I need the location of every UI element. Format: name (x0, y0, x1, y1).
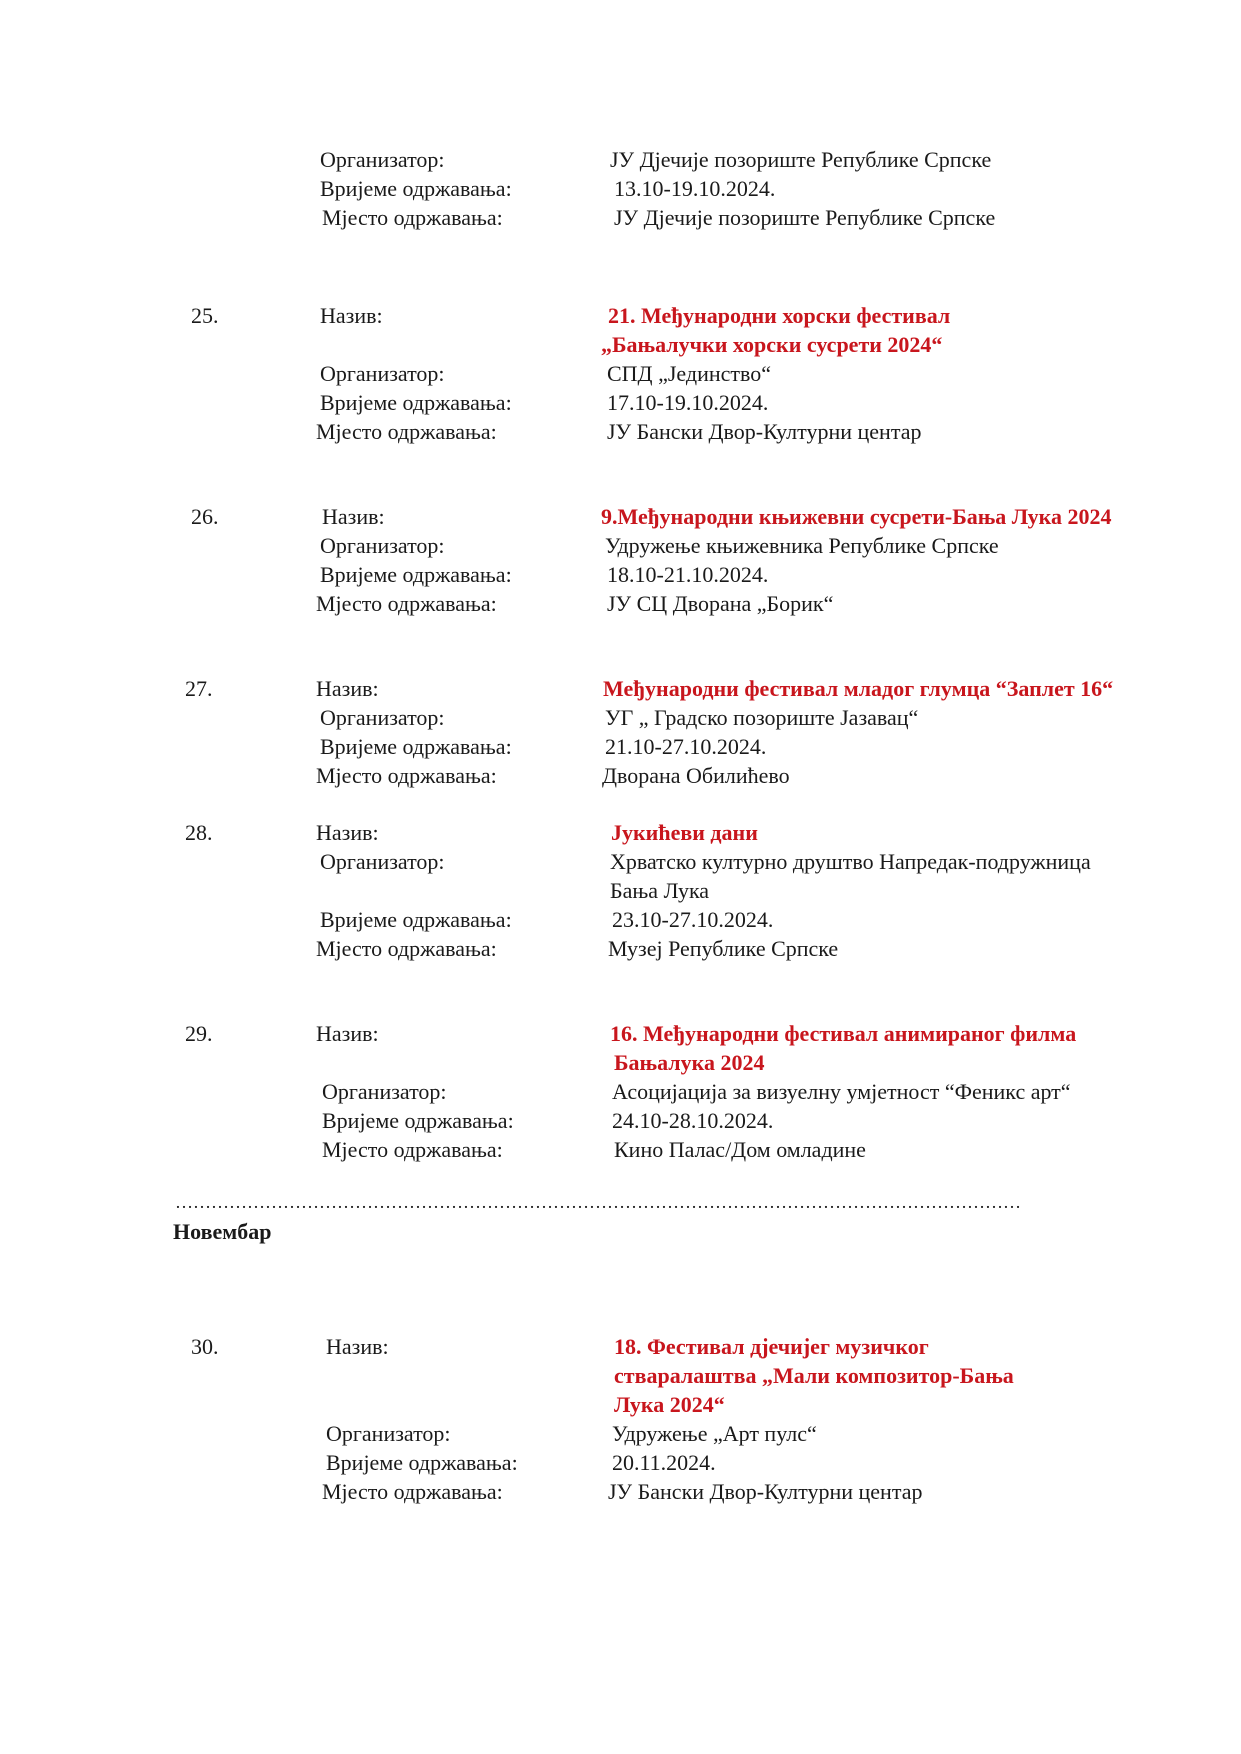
entry-25-organizer-label: Организатор: (320, 361, 445, 386)
entry-27-name-label: Назив: (316, 676, 379, 701)
entry-25-name-line-1: 21. Међународни хорски фестивал (608, 303, 951, 328)
entry-28-name-line-1: Јукићеви дани (611, 820, 758, 845)
top-time-value: 13.10-19.10.2024. (614, 176, 776, 201)
top-place-value: ЈУ Дјечије позориште Републике Српске (614, 205, 996, 230)
entry-26-time-label: Вријеме одржавања: (320, 562, 512, 587)
entry-27-name-line-1: Међународни фестивал младог глумца “Заплет 16“ (603, 676, 1114, 701)
entry-29-name-label: Назив: (316, 1021, 379, 1046)
entry-30-name-line-2: стваралаштва „Мали композитор-Бања (614, 1363, 1014, 1388)
entry-27-time-value: 21.10-27.10.2024. (605, 734, 767, 759)
entry-27-place-value: Дворана Обилићево (602, 763, 790, 788)
entry-29-name-line-2: Бањалука 2024 (614, 1050, 765, 1075)
entry-25-time-value: 17.10-19.10.2024. (607, 390, 769, 415)
entry-27-number: 27. (185, 676, 213, 701)
entry-26-name-line-1: 9.Међународни књижевни сусрети-Бања Лука 2024 (601, 504, 1112, 529)
entry-29-place-value: Кино Палас/Дом омладине (614, 1137, 866, 1162)
entry-26-time-value: 18.10-21.10.2024. (607, 562, 769, 587)
entry-28-place-label: Мјесто одржавања: (316, 936, 497, 961)
entry-28-organizer-line-2: Бања Лука (610, 878, 710, 903)
entry-29-time-label: Вријеме одржавања: (322, 1108, 514, 1133)
entry-25-number: 25. (191, 303, 219, 328)
entry-29-time-value: 24.10-28.10.2024. (612, 1108, 774, 1133)
top-organizer-value: ЈУ Дјечије позориште Републике Српске (610, 147, 992, 172)
entry-25-time-label: Вријеме одржавања: (320, 390, 512, 415)
top-organizer-label: Организатор: (320, 147, 445, 172)
entry-25-place-value: ЈУ Бански Двор-Културни центар (607, 419, 922, 444)
entry-27-place-label: Мјесто одржавања: (316, 763, 497, 788)
entry-26-place-label: Мјесто одржавања: (316, 591, 497, 616)
entry-30-time-label: Вријеме одржавања: (326, 1450, 518, 1475)
month-heading: Новембар (173, 1219, 272, 1244)
entry-29-place-label: Мјесто одржавања: (322, 1137, 503, 1162)
entry-25-organizer-value: СПД „Јединство“ (607, 361, 771, 386)
entry-30-time-value: 20.11.2024. (612, 1450, 716, 1475)
entry-30-organizer-label: Организатор: (326, 1421, 451, 1446)
entry-29-number: 29. (185, 1021, 213, 1046)
entry-30-name-line-1: 18. Фестивал дјечијег музичког (614, 1334, 929, 1359)
entry-29-organizer-value: Асоцијација за визуелну умјетност “Феникс арт“ (612, 1079, 1071, 1104)
entry-27-time-label: Вријеме одржавања: (320, 734, 512, 759)
entry-26-organizer-value: Удружење књижевника Републике Српске (605, 533, 999, 558)
entry-30-number: 30. (191, 1334, 219, 1359)
entry-27-organizer-label: Организатор: (320, 705, 445, 730)
entry-26-place-value: ЈУ СЦ Дворана „Борик“ (607, 591, 834, 616)
top-place-label: Мјесто одржавања: (322, 205, 503, 230)
entry-29-name-line-1: 16. Међународни фестивал анимираног филма (610, 1021, 1077, 1046)
entry-28-time-value: 23.10-27.10.2024. (612, 907, 774, 932)
entry-30-name-label: Назив: (326, 1334, 389, 1359)
entry-30-name-line-3: Лука 2024“ (614, 1392, 725, 1417)
entry-25-name-line-2: „Бањалучки хорски сусрети 2024“ (601, 332, 943, 357)
entry-28-number: 28. (185, 820, 213, 845)
entry-30-place-label: Мјесто одржавања: (322, 1479, 503, 1504)
entry-28-time-label: Вријеме одржавања: (320, 907, 512, 932)
entry-27-organizer-value: УГ „ Градско позориште Јазавац“ (605, 705, 919, 730)
entry-30-place-value: ЈУ Бански Двор-Културни центар (608, 1479, 923, 1504)
entry-29-organizer-label: Организатор: (322, 1079, 447, 1104)
entry-28-place-value: Музеј Републике Српске (608, 936, 839, 961)
entry-26-number: 26. (191, 504, 219, 529)
entry-28-name-label: Назив: (316, 820, 379, 845)
entry-25-place-label: Мјесто одржавања: (316, 419, 497, 444)
entry-25-name-label: Назив: (320, 303, 383, 328)
entry-28-organizer-line-1: Хрватско културно друштво Напредак-подружница (610, 849, 1091, 874)
entry-26-name-label: Назив: (322, 504, 385, 529)
dotted-separator: …………………………………………………………………………………………………………………………… (175, 1192, 1021, 1212)
entry-28-organizer-label: Организатор: (320, 849, 445, 874)
entry-26-organizer-label: Организатор: (320, 533, 445, 558)
top-time-label: Вријеме одржавања: (320, 176, 512, 201)
entry-30-organizer-value: Удружење „Арт пулс“ (612, 1421, 817, 1446)
